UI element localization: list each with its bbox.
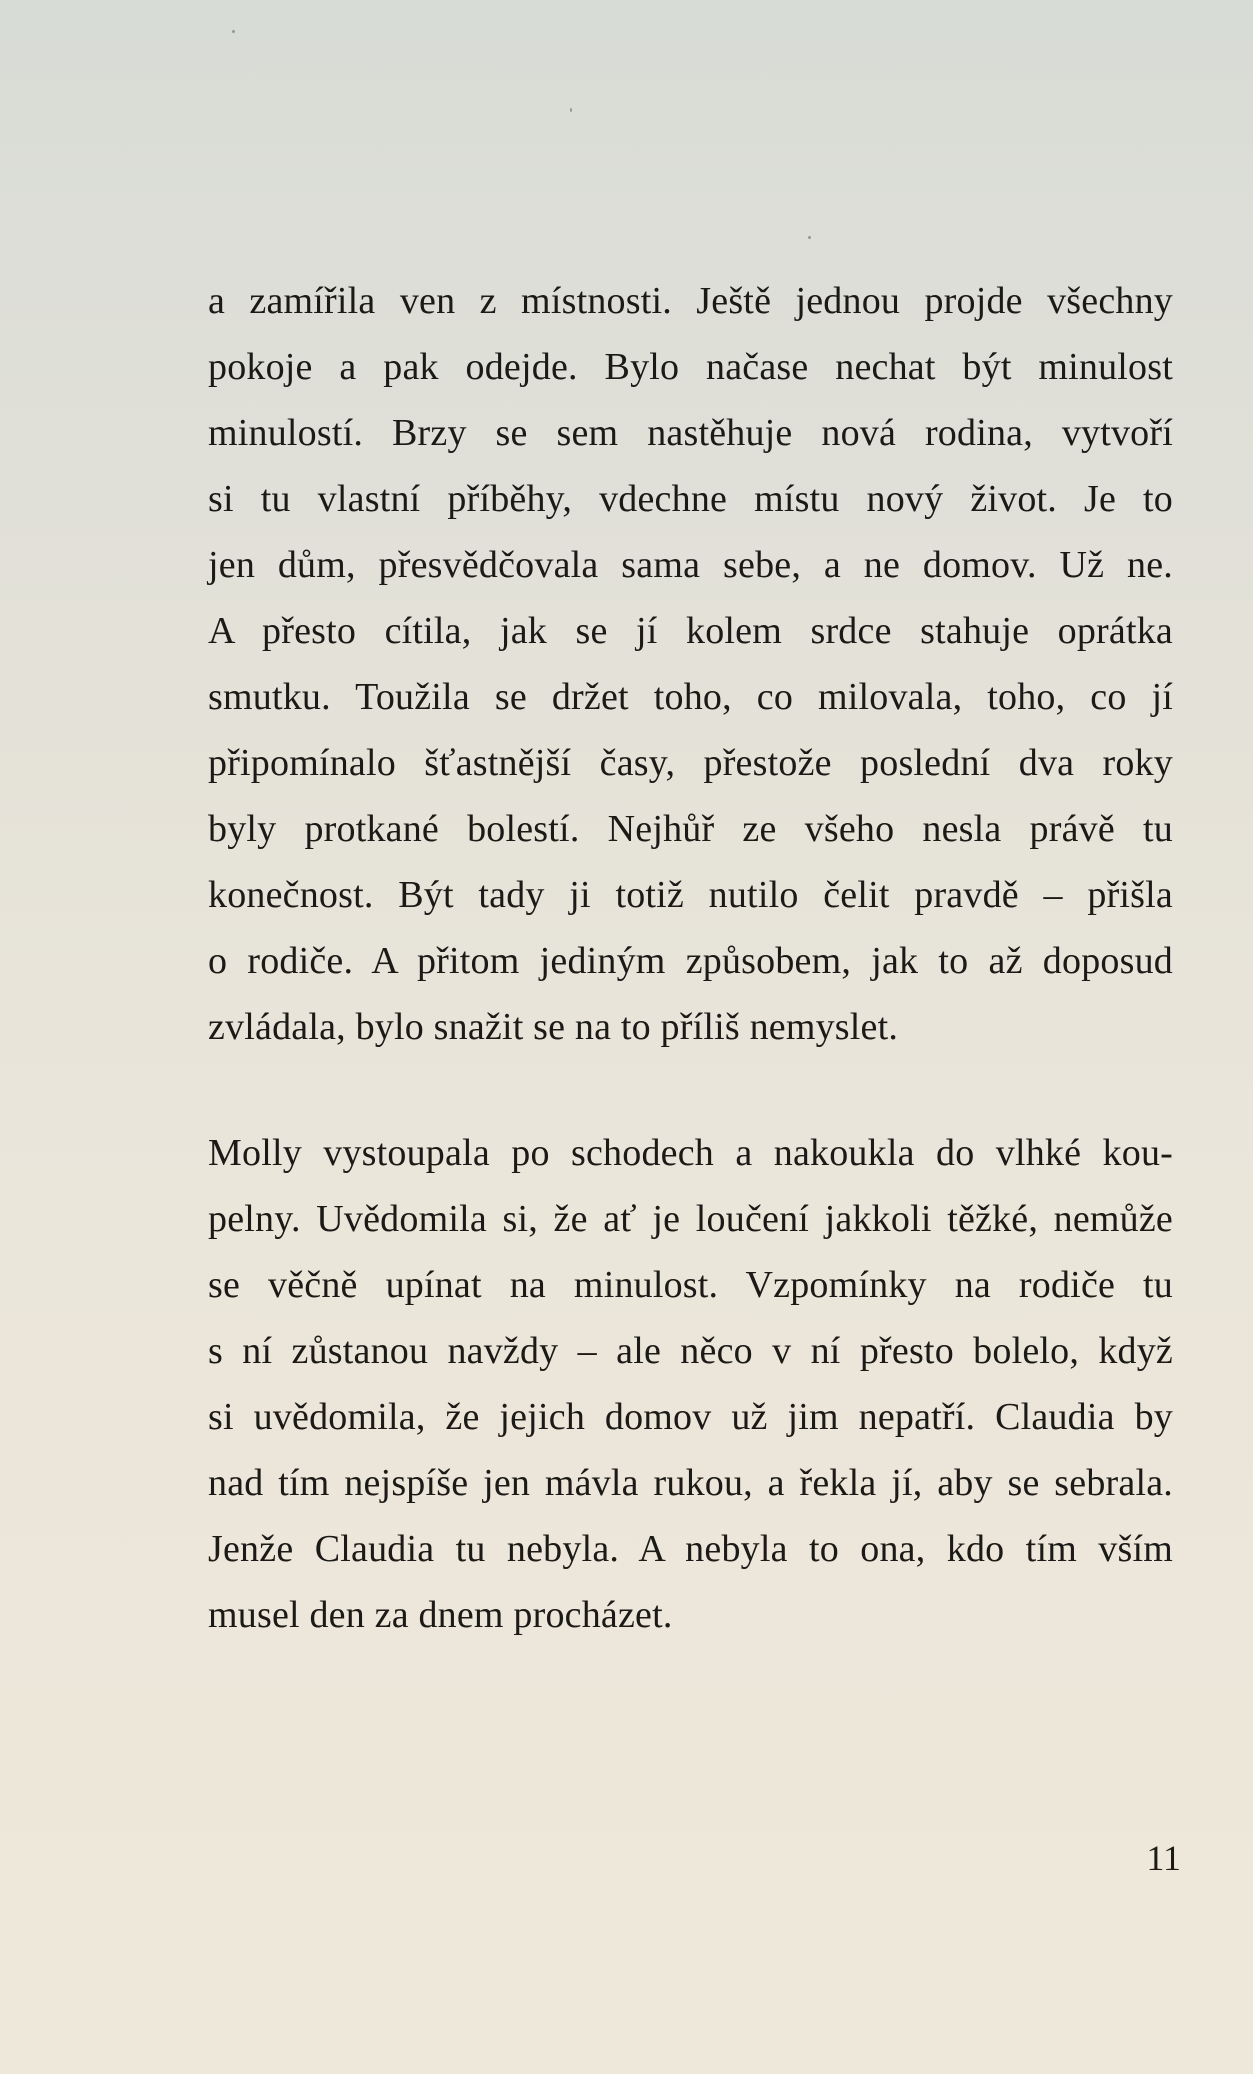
paper-speck <box>808 236 811 239</box>
text-line: zvládala, bylo snažit se na to příliš nemyslet. <box>208 1006 899 1048</box>
text-line: Molly vystoupala po schodech a nakoukla do vlhké kou- <box>208 1132 1173 1174</box>
text-line: si tu vlastní příběhy, vdechne místu nový život. Je to <box>208 478 1173 520</box>
text-line: jen dům, přesvědčovala sama sebe, a ne domov. Už ne. <box>208 544 1173 586</box>
page-number: 11 <box>1146 1838 1181 1878</box>
text-line: Jenže Claudia tu nebyla. A nebyla to ona, kdo tím vším <box>208 1528 1173 1570</box>
text-line: byly protkané bolestí. Nejhůř ze všeho nesla právě tu <box>208 808 1173 850</box>
text-line: s ní zůstanou navždy – ale něco v ní přesto bolelo, když <box>208 1330 1173 1372</box>
text-line: připomínalo šťastnější časy, přestože poslední dva roky <box>208 742 1173 784</box>
text-line: a zamířila ven z místnosti. Ještě jednou projde všechny <box>208 280 1173 322</box>
text-line: pelny. Uvědomila si, že ať je loučení jakkoli těžké, nemůže <box>208 1198 1173 1240</box>
paragraph-2 <box>208 1120 1173 1648</box>
text-line: o rodiče. A přitom jediným způsobem, jak to až doposud <box>208 940 1173 982</box>
text-line: konečnost. Být tady ji totiž nutilo čelit pravdě – přišla <box>208 874 1173 916</box>
text-line: si uvědomila, že jejich domov už jim nepatří. Claudia by <box>208 1396 1173 1438</box>
paper-speck <box>570 108 572 112</box>
text-line: smutku. Toužila se držet toho, co milovala, toho, co jí <box>208 676 1173 718</box>
text-line: nad tím nejspíše jen mávla rukou, a řekla jí, aby se sebrala. <box>208 1462 1173 1504</box>
text-line: musel den za dnem procházet. <box>208 1594 673 1636</box>
paper-speck <box>232 30 235 33</box>
text-line: se věčně upínat na minulost. Vzpomínky na rodiče tu <box>208 1264 1173 1306</box>
text-line: A přesto cítila, jak se jí kolem srdce stahuje oprátka <box>208 610 1173 652</box>
text-line: minulostí. Brzy se sem nastěhuje nová rodina, vytvoří <box>208 412 1173 454</box>
text-line: pokoje a pak odejde. Bylo načase nechat být minulost <box>208 346 1173 388</box>
paragraph-1 <box>208 268 1173 1060</box>
